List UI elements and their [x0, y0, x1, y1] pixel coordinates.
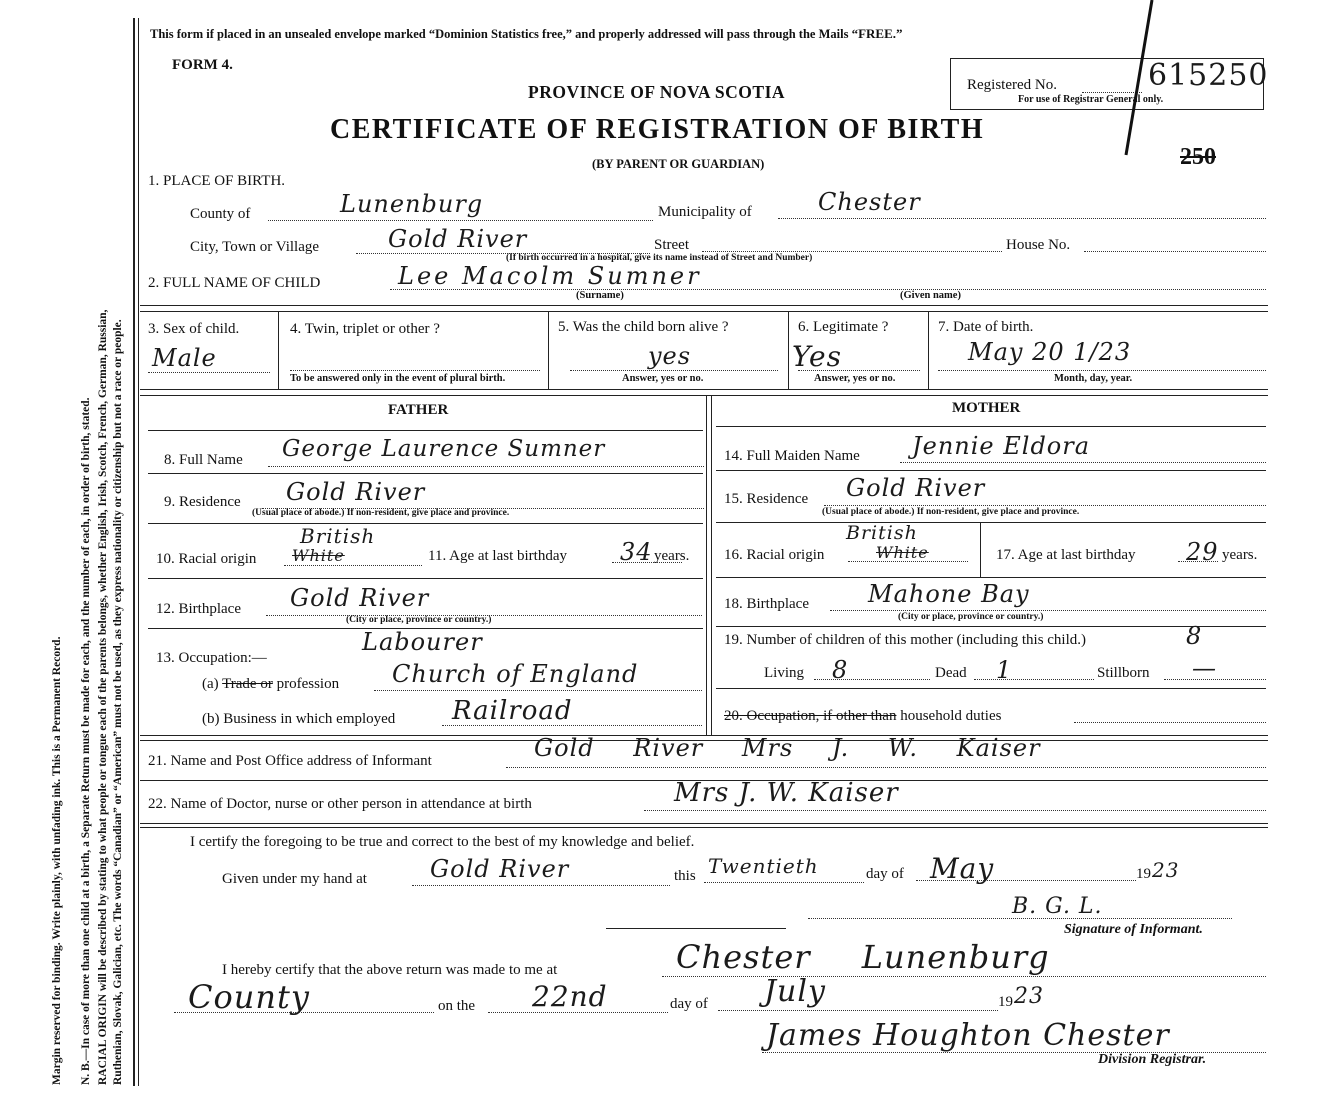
father-age-value: 34 — [620, 538, 653, 566]
county-value: Lunenburg — [340, 190, 484, 218]
mother-children-value: 8 — [1186, 622, 1203, 650]
margin-note-2: N. B.—In case of more than one child at a birth, a Separate Return must be made for each, and the number of each, in order of birth, stated. — [80, 397, 92, 1085]
father-age-label: 11. Age at last birthday — [428, 548, 567, 564]
sex-value: Male — [152, 344, 217, 372]
mother-birthplace-note: (City or place, province or country.) — [898, 612, 1044, 622]
mother-birthplace-value: Mahone Bay — [868, 580, 1030, 608]
day-label: day of — [866, 866, 904, 882]
registrar-year: 23 — [1014, 984, 1044, 1009]
this-label: this — [674, 868, 696, 884]
mail-notice-free: “FREE.” — [851, 26, 903, 41]
certificate-subtitle: (BY PARENT OR GUARDIAN) — [592, 157, 765, 171]
father-name-label: 8. Full Name — [164, 452, 243, 468]
registrar-day-label: day of — [670, 996, 708, 1012]
mother-age-label: 17. Age at last birthday — [996, 547, 1136, 563]
given-label: Given under my hand at — [222, 871, 367, 887]
corner-number: 250 — [1180, 144, 1216, 170]
dob-note: Month, day, year. — [1054, 373, 1133, 384]
trade-struck: Trade or — [222, 676, 273, 692]
place-heading: 1. PLACE OF BIRTH. — [148, 173, 286, 189]
father-business-value: Railroad — [452, 696, 573, 726]
dead-label: Dead — [935, 665, 967, 681]
province-title: PROVINCE OF NOVA SCOTIA — [528, 82, 786, 102]
father-birthplace-label: 12. Birthplace — [156, 601, 241, 617]
day-value: Twentieth — [708, 854, 819, 878]
mother-occupation-label — [724, 708, 1001, 725]
living-value: 8 — [832, 656, 849, 684]
dead-value: 1 — [996, 656, 1013, 684]
stillborn-value: — — [1192, 654, 1217, 682]
father-age-unit: years. — [654, 548, 690, 564]
informant-signature: B. G. L. — [1012, 894, 1103, 919]
legit-value: Yes — [792, 340, 842, 373]
registrar-signature: James Houghton Chester — [766, 1018, 1170, 1053]
mother-racial-label: 16. Racial origin — [724, 547, 825, 563]
mail-notice — [150, 26, 902, 42]
ink-slash-line — [1120, 0, 1160, 160]
father-racial-struck: White — [292, 546, 345, 565]
father-birthplace-note: (City or place, province or country.) — [346, 615, 492, 625]
registrar-month: July — [764, 974, 826, 1009]
father-occupation-label: 13. Occupation:— — [156, 650, 267, 666]
doctor-label: 22. Name of Doctor, nurse or other person in attendance at birth — [148, 796, 532, 812]
father-business-label: (b) Business in which employed — [202, 711, 396, 727]
form-number: FORM 4. — [172, 57, 233, 73]
registered-number: 615250 — [1148, 58, 1269, 93]
mother-abode-note: (Usual place of abode.) If non-resident, give place and province. — [822, 507, 1080, 517]
year-value: 23 — [1152, 858, 1180, 882]
house-label: House No. — [1006, 237, 1071, 253]
city-label: City, Town or Village — [190, 239, 320, 255]
certificate-title: CERTIFICATE OF REGISTRATION OF BIRTH — [330, 114, 985, 145]
twin-note: To be answered only in the event of plural birth. — [290, 373, 506, 384]
alive-value: yes — [648, 342, 692, 370]
father-trade-value: Church of England — [392, 660, 639, 688]
given-place: Gold River — [430, 855, 570, 883]
alive-label: 5. Was the child born alive ? — [558, 319, 729, 335]
mother-name-value: Jennie Eldora — [912, 432, 1091, 460]
dob-value: May 20 1/23 — [968, 338, 1132, 366]
informant-value: Gold River Mrs J. W. Kaiser — [534, 734, 1041, 762]
mother-heading: MOTHER — [952, 400, 1021, 416]
registrar-on-label: on the — [438, 998, 476, 1014]
father-name-value: George Laurence Sumner — [282, 436, 606, 462]
margin-note-4: Ruthenian, Slovak, Galician, etc. The words “Canadian” or “American” must not be used, as they express nationality or citizenship but not a race or people. — [112, 319, 124, 1085]
legit-note: Answer, yes or no. — [814, 373, 896, 384]
surname-caption: (Surname) — [576, 290, 624, 301]
month-value: May — [930, 852, 995, 885]
sex-label: 3. Sex of child. — [148, 321, 240, 337]
registrar-place-cont: County — [188, 978, 310, 1016]
margin-note-3: RACIAL ORIGIN will be described by stating to what people or tongue each of the parents belongs, whether English, Irish, Scotch, French, German, Russian, — [97, 309, 109, 1085]
margin-note-1: Margin reserved for binding. Write plainly, with unfading ink. This is a Permanent Record. — [51, 636, 63, 1085]
street-label: Street — [654, 237, 689, 253]
registered-label: Registered No. — [967, 77, 1057, 93]
mother-residence-label: 15. Residence — [724, 491, 809, 507]
father-occupation-value: Labourer — [362, 628, 483, 656]
mother-age-unit: years. — [1222, 547, 1258, 563]
mother-racial-value: British — [846, 522, 918, 544]
year-prefix: 19 — [1136, 866, 1151, 882]
alive-note: Answer, yes or no. — [622, 373, 704, 384]
father-birthplace-value: Gold River — [290, 584, 430, 612]
dob-label: 7. Date of birth. — [938, 319, 1034, 335]
registrar-certify-label: I hereby certify that the above return was made to me at — [222, 962, 558, 978]
registrar-year-prefix: 19 — [998, 994, 1013, 1010]
county-label: County of — [190, 206, 251, 222]
father-racial-label: 10. Racial origin — [156, 551, 257, 567]
mail-notice-text: This form if placed in an unsealed envelope marked “Dominion Statistics free,” and properly addressed will pass through the Mails — [150, 27, 849, 41]
living-label: Living — [764, 665, 804, 681]
municipality-value: Chester — [818, 188, 921, 216]
stillborn-label: Stillborn — [1097, 665, 1150, 681]
trade-label: profession — [276, 676, 340, 692]
registrar-sig-label: Division Registrar. — [1098, 1052, 1207, 1067]
legit-label: 6. Legitimate ? — [798, 319, 889, 335]
mother-children-label: 19. Number of children of this mother (including this child.) — [724, 632, 1087, 648]
mother-residence-value: Gold River — [846, 474, 986, 502]
twin-label: 4. Twin, triplet or other ? — [290, 321, 440, 337]
doctor-value: Mrs J. W. Kaiser — [674, 778, 899, 808]
registrar-note: For use of Registrar General only. — [1018, 94, 1164, 105]
occupation-rest: household duties — [900, 708, 1002, 724]
father-trade-label — [202, 676, 339, 693]
mother-name-label: 14. Full Maiden Name — [724, 448, 860, 464]
registrar-place: Chester Lunenburg — [676, 938, 1050, 976]
father-heading: FATHER — [388, 402, 449, 418]
child-name-value: Lee Macolm Sumner — [398, 262, 702, 290]
father-abode-note: (Usual place of abode.) If non-resident, give place and province. — [252, 508, 510, 518]
father-racial-value: British — [300, 524, 376, 548]
binding-margin-line — [133, 18, 135, 1086]
certify-text: I certify the foregoing to be true and correct to the best of my knowledge and belief. — [190, 834, 695, 850]
municipality-label: Municipality of — [658, 204, 752, 220]
margin-notes — [50, 15, 126, 1085]
mother-racial-struck: White — [876, 543, 929, 562]
father-residence-value: Gold River — [286, 478, 426, 506]
father-residence-label: 9. Residence — [164, 494, 241, 510]
mother-age-value: 29 — [1186, 538, 1219, 566]
informant-label: 21. Name and Post Office address of Informant — [148, 753, 432, 769]
child-name-label: 2. FULL NAME OF CHILD — [148, 275, 321, 291]
city-value: Gold River — [388, 225, 528, 253]
given-caption: (Given name) — [900, 290, 961, 301]
informant-sig-label: Signature of Informant. — [1064, 922, 1203, 937]
mother-birthplace-label: 18. Birthplace — [724, 596, 809, 612]
hospital-note: (If birth occurred in a hospital, give its name instead of Street and Number) — [506, 253, 813, 263]
binding-margin-line-2 — [138, 18, 139, 1086]
registrar-day: 22nd — [532, 980, 608, 1013]
occupation-struck: 20. Occupation, if other than — [724, 708, 897, 724]
trade-prefix: (a) — [202, 676, 219, 692]
